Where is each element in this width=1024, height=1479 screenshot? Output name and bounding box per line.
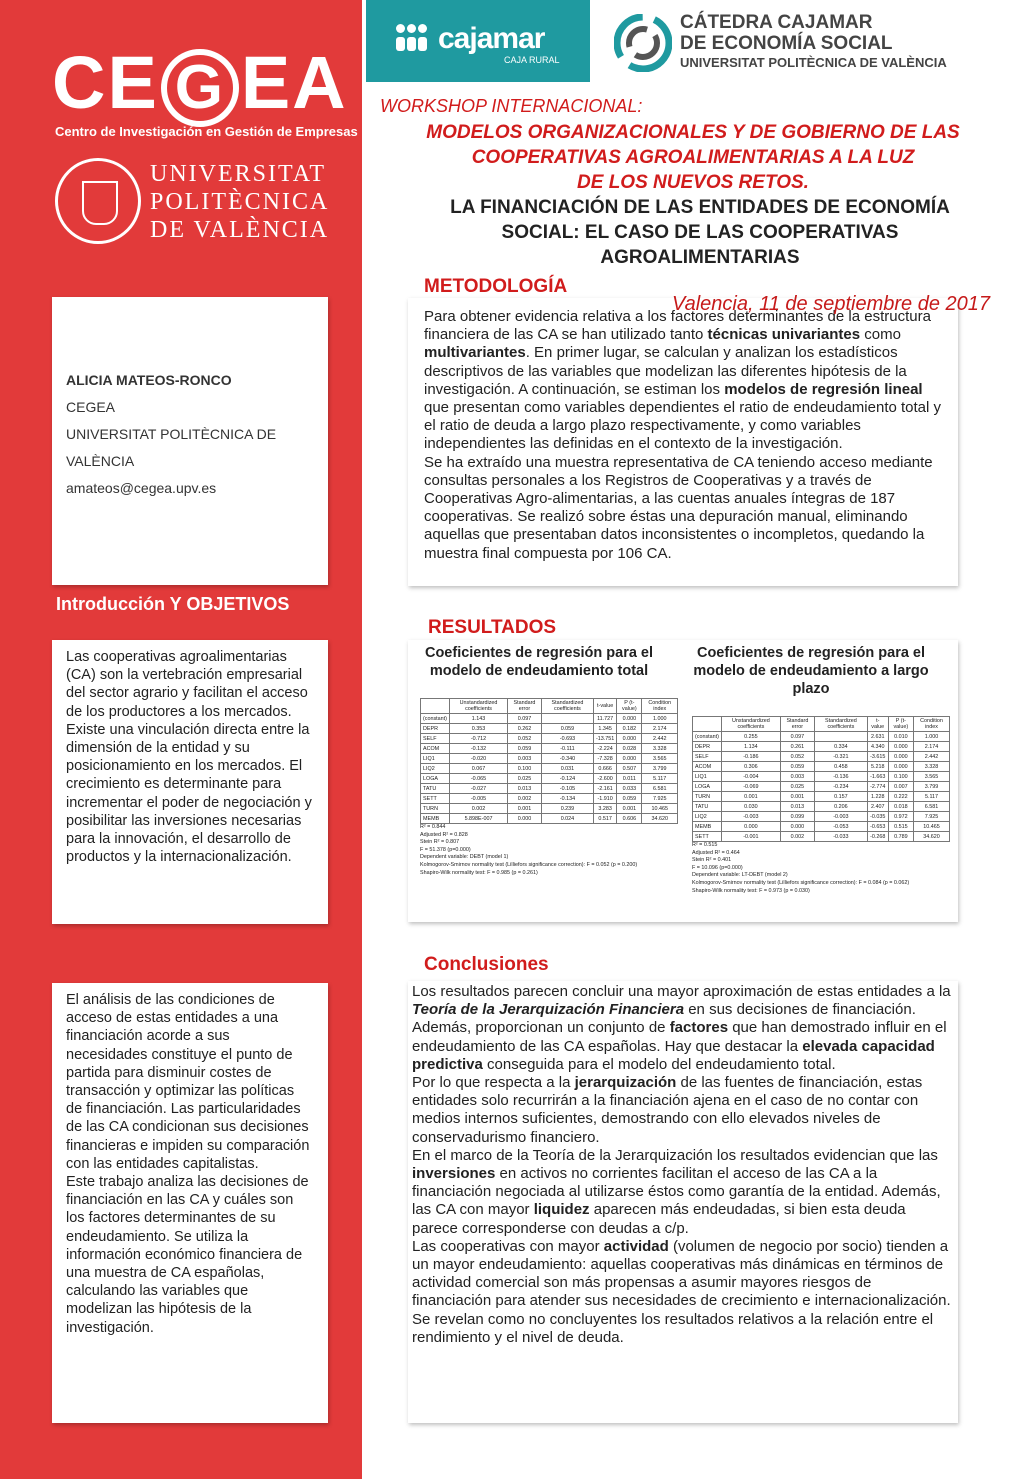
table-1 <box>420 698 678 824</box>
table-cell: 0.000 <box>617 734 642 744</box>
table-note: R² = 0.844 <box>420 824 446 830</box>
cajamar-people-icon <box>396 24 426 54</box>
table-cell: -0.033 <box>814 832 867 842</box>
table-cell: 0.033 <box>617 784 642 794</box>
table-header-cell: Unstandardized coefficients <box>721 717 780 732</box>
table-cell: LIQ2 <box>421 764 450 774</box>
table-cell: -0.003 <box>814 812 867 822</box>
table-cell: 0.353 <box>449 724 507 734</box>
methodology-paragraph-1: Para obtener evidencia relativa a los factores determinantes de la estructura financiera de las CA se han utilizado tanto técnicas univariantes como multivariantes. En primer lugar, se calculan y analizan los estadísticos descriptivos de las variables que modelizan las diferentes hipótesis de la investigación. A continuación, se estiman los modelos de regresión lineal que presentan como variables dependientes el ratio de endeudamiento total y el ratio de deuda a largo plazo respectivamente, y como variables independientes las definidas en el contexto de la investigación. <box>424 308 942 453</box>
table-cell: 0.206 <box>814 802 867 812</box>
table-cell: DEPR <box>421 724 450 734</box>
table-cell: -0.234 <box>814 782 867 792</box>
conclusion-paragraph-3: Por lo que respecta a la jerarquización de las fuentes de financiación, estas entidades solo recurrirán a la financiación ajena en el caso de no contar con medios internos suficientes, demostrando con ello elevados niveles de conservadurismo financiero. <box>412 1074 923 1146</box>
table-cell: -0.268 <box>867 832 888 842</box>
table-note: Shapiro-Wilk normality test: F = 0.973 (p = 0.030) <box>692 887 810 894</box>
table-header-cell: Standardized coefficients <box>541 699 593 714</box>
table-cell: 1.134 <box>721 742 780 752</box>
table-cell: 0.003 <box>780 772 814 782</box>
table-cell: 0.517 <box>593 814 616 824</box>
table-cell: -0.186 <box>721 752 780 762</box>
table-row <box>421 714 678 724</box>
table-cell: 0.000 <box>721 822 780 832</box>
table-cell: 0.261 <box>780 742 814 752</box>
table-cell: 0.025 <box>780 782 814 792</box>
table-row <box>421 794 678 804</box>
paper-title-line-3: AGROALIMENTARIAS <box>600 247 800 268</box>
table-cell: 3.328 <box>914 762 950 772</box>
table-1-title: Coeficientes de regresión para el modelo de endeudamiento total <box>424 645 654 679</box>
table-header-cell: Standard error <box>508 699 542 714</box>
table-row <box>693 822 950 832</box>
table-cell: 11.727 <box>593 714 616 724</box>
table-cell: DEPR <box>693 742 722 752</box>
table-cell: 0.013 <box>508 784 542 794</box>
table-cell: 1.000 <box>914 732 950 742</box>
table-cell: 0.001 <box>508 804 542 814</box>
catedra-line-2: DE ECONOMÍA SOCIAL <box>680 33 893 54</box>
table-cell: -3.615 <box>867 752 888 762</box>
table-cell: 3.283 <box>593 804 616 814</box>
table-cell: SETT <box>693 832 722 842</box>
table-cell: 3.565 <box>642 754 678 764</box>
upv-line-2: POLITÈCNICA <box>150 189 330 215</box>
table-cell: 2.174 <box>642 724 678 734</box>
workshop-title-line-2: COOPERATIVAS AGROALIMENTARIAS A LA LUZ <box>471 147 915 168</box>
table-row <box>693 782 950 792</box>
table-cell: -0.712 <box>449 734 507 744</box>
table-cell: 0.507 <box>617 764 642 774</box>
table-cell: 2.631 <box>867 732 888 742</box>
table-row <box>693 802 950 812</box>
table-row <box>693 762 950 772</box>
table-cell: 0.255 <box>721 732 780 742</box>
conclusions-title: Conclusiones <box>424 954 549 975</box>
table-cell: SELF <box>693 752 722 762</box>
table-cell: 0.030 <box>721 802 780 812</box>
table-cell: -2.161 <box>593 784 616 794</box>
table-cell: 1.000 <box>642 714 678 724</box>
table-cell: -2.774 <box>867 782 888 792</box>
table-cell: 0.059 <box>508 744 542 754</box>
table-note: F = 51.378 (p=0.000) <box>420 846 471 853</box>
table-cell: 0.024 <box>541 814 593 824</box>
conclusion-paragraph-4: En el marco de la Teoría de la Jerarquización los resultados evidencian que las inversiones en activos no corrientes facilitan el acceso de las CA a la financiación negociada al utilizarse éstos como garantía de la entidad. Además, las CA con mayor liquidez aparecen más endeudadas, si bien esta deuda parece corresponderse con deudas a c/p. <box>412 1146 941 1237</box>
table-cell: 2.442 <box>914 752 950 762</box>
table-row <box>693 832 950 842</box>
table-cell: 3.799 <box>914 782 950 792</box>
workshop-title-line-3: DE LOS NUEVOS RETOS. <box>577 172 809 193</box>
table-cell: 10.465 <box>914 822 950 832</box>
table-cell: 5.117 <box>642 774 678 784</box>
table-cell: 0.097 <box>508 714 542 724</box>
table-cell: -0.027 <box>449 784 507 794</box>
author-name: ALICIA MATEOS-RONCO <box>66 372 232 388</box>
table-cell: 2.174 <box>914 742 950 752</box>
table-cell: 34.620 <box>642 814 678 824</box>
intro-text: Las cooperativas agroalimentarias (CA) son la vertebración empresarial del sector agrario y facilitan el acceso de los productores a los mercados. Existe una vinculación directa entre la dimensión de la entidad y su posicionamiento en los mercados. El crecimiento es determinante para incrementar el poder de negociación y posibilitar las inversiones necesarias para la innovación, el desarrollo de productos y la internacionalización. <box>66 649 312 866</box>
intro-title: Introducción Y OBJETIVOS <box>56 594 290 614</box>
table-cell: 0.002 <box>780 832 814 842</box>
cajamar-subtitle: CAJA RURAL <box>504 55 560 65</box>
table-cell: ACOM <box>421 744 450 754</box>
table-row <box>693 752 950 762</box>
table-row <box>421 734 678 744</box>
table-cell: SETT <box>421 794 450 804</box>
table-cell: 0.001 <box>617 804 642 814</box>
table-cell: -2.224 <box>593 744 616 754</box>
methodology-title: METODOLOGÍA <box>424 276 568 297</box>
upv-seal-icon <box>55 158 141 244</box>
table-row <box>421 784 678 794</box>
workshop-label: WORKSHOP INTERNACIONAL: <box>380 96 643 116</box>
analysis-paragraph-2: Este trabajo analiza las decisiones de financiación en las CA y cuáles son los factores determinantes de su endeudamiento. Se utiliza la información económico financiera de una muestra de CA españolas, calculando las variables que modelizan las hipótesis de la investigación. <box>66 1174 309 1336</box>
table-header-cell: Standardized coefficients <box>814 717 867 732</box>
table-row <box>421 764 678 774</box>
table-cell: 7.925 <box>642 794 678 804</box>
cegea-subtitle: Centro de Investigación en Gestión de Empresas <box>55 124 358 139</box>
table-2 <box>692 716 950 842</box>
table-row <box>421 724 678 734</box>
table-cell: 34.620 <box>914 832 950 842</box>
table-cell: 0.222 <box>888 792 913 802</box>
table-cell: 0.001 <box>721 792 780 802</box>
table-cell: 0.262 <box>508 724 542 734</box>
table-cell: 0.059 <box>617 794 642 804</box>
table-cell: 3.565 <box>914 772 950 782</box>
author-org: CEGEA <box>66 399 116 415</box>
table-cell: -0.004 <box>721 772 780 782</box>
table-cell: 0.334 <box>814 742 867 752</box>
table-header-cell: P (t-value) <box>888 717 913 732</box>
table-header-cell <box>421 699 450 714</box>
table-note: Adjusted R² = 0.464 <box>692 849 740 856</box>
intro-card <box>52 640 328 924</box>
table-cell: 0.002 <box>508 794 542 804</box>
table-note: Kolmogorov-Smirnov normality test (Lilliefors significance correction): F = 0.084 (p = 0.062) <box>692 879 910 886</box>
table-cell: 0.306 <box>721 762 780 772</box>
table-note: Shapiro-Wilk normality test: F = 0.985 (p = 0.261) <box>420 869 538 876</box>
table-cell: -0.105 <box>541 784 593 794</box>
table-cell: 0.972 <box>888 812 913 822</box>
analysis-card <box>52 983 328 1423</box>
table-row <box>421 804 678 814</box>
workshop-title <box>362 120 1024 195</box>
table-cell: 4.340 <box>867 742 888 752</box>
venue-date: Valencia, 11 de septiembre de 2017 <box>672 293 990 315</box>
workshop-title-line-1: MODELOS ORGANIZACIONALES Y DE GOBIERNO DE LAS <box>426 122 960 143</box>
table-cell: 0.182 <box>617 724 642 734</box>
table-cell: -1.910 <box>593 794 616 804</box>
table-header-cell: Condition index <box>914 717 950 732</box>
table-cell: 0.239 <box>541 804 593 814</box>
table-cell: 1.143 <box>449 714 507 724</box>
table-note: Adjusted R² = 0.828 <box>420 831 468 838</box>
table-header-cell: Condition index <box>642 699 678 714</box>
table-cell: 0.031 <box>541 764 593 774</box>
table-note: Dependent variable: DEBT (model 1) <box>420 854 509 861</box>
table-cell: 0.515 <box>888 822 913 832</box>
catedra-text <box>680 12 947 72</box>
catedra-logo-icon <box>614 14 672 72</box>
table-cell: -0.136 <box>814 772 867 782</box>
table-cell: 0.100 <box>508 764 542 774</box>
table-header-cell <box>693 717 722 732</box>
conclusion-paragraph-2: Además, proporcionan un conjunto de factores que han demostrado influir en el endeudamiento de las CA españolas. Hay que destacar la elevada capacidad predictiva conseguida para el modelo del endeudamiento total. <box>412 1019 947 1073</box>
table-cell: -1.663 <box>867 772 888 782</box>
paper-title-line-1: LA FINANCIACIÓN DE LAS ENTIDADES DE ECONOMÍA <box>450 197 950 218</box>
table-cell: SELF <box>421 734 450 744</box>
table-cell: 0.001 <box>780 792 814 802</box>
table-cell: TATU <box>421 784 450 794</box>
table-cell: 0.000 <box>888 762 913 772</box>
table-cell: 0.458 <box>814 762 867 772</box>
table-cell: -0.003 <box>721 812 780 822</box>
table-header-cell: P (t-value) <box>617 699 642 714</box>
table-cell: 0.000 <box>617 754 642 764</box>
table-cell: -0.132 <box>449 744 507 754</box>
table-note: Dependent variable: LT-DEBT (model 2) <box>692 872 788 879</box>
table-cell: -0.340 <box>541 754 593 764</box>
table-cell: 0.003 <box>508 754 542 764</box>
table-cell: 2.442 <box>642 734 678 744</box>
table-cell: 0.000 <box>888 742 913 752</box>
table-cell: 10.465 <box>642 804 678 814</box>
table-cell: TURN <box>421 804 450 814</box>
table-cell: 0.100 <box>888 772 913 782</box>
author-university-2: VALÈNCIA <box>66 453 135 469</box>
table-row <box>693 792 950 802</box>
table-cell: -0.053 <box>814 822 867 832</box>
table-cell <box>541 714 593 724</box>
table-cell: -0.005 <box>449 794 507 804</box>
table-row <box>421 814 678 824</box>
table-cell: 0.099 <box>780 812 814 822</box>
regression-table-total <box>408 644 670 877</box>
catedra-line-3: UNIVERSITAT POLITÈCNICA DE VALÈNCIA <box>680 55 947 70</box>
table-header-cell: Unstandardized coefficients <box>449 699 507 714</box>
table-cell: MEMB <box>693 822 722 832</box>
table-cell: -0.111 <box>541 744 593 754</box>
table-row <box>693 812 950 822</box>
table-header-cell: t-value <box>867 717 888 732</box>
table-cell: 0.002 <box>449 804 507 814</box>
conclusions-card <box>408 981 958 1423</box>
table-row <box>693 742 950 752</box>
table-note: F = 10.096 (p=0.000) <box>692 864 743 871</box>
table-cell: LIQ1 <box>693 772 722 782</box>
table-cell: 0.013 <box>780 802 814 812</box>
upv-line-1: UNIVERSITAT <box>150 161 327 187</box>
table-cell: LIQ1 <box>421 754 450 764</box>
table-cell: (constant) <box>421 714 450 724</box>
table-cell: -0.134 <box>541 794 593 804</box>
cajamar-logo <box>366 0 590 82</box>
table-cell: 0.007 <box>888 782 913 792</box>
table-cell: 0.010 <box>888 732 913 742</box>
cajamar-name: cajamar <box>438 22 545 55</box>
table-cell: 5.117 <box>914 792 950 802</box>
results-title: RESULTADOS <box>428 617 557 638</box>
results-card <box>408 640 958 922</box>
table-cell: LIQ2 <box>693 812 722 822</box>
upv-name <box>150 160 329 244</box>
table-cell: TATU <box>693 802 722 812</box>
table-cell: 3.799 <box>642 764 678 774</box>
table-row <box>693 772 950 782</box>
table-cell: MEMB <box>421 814 450 824</box>
author-email[interactable]: amateos@cegea.upv.es <box>66 480 217 496</box>
author-university: UNIVERSITAT POLITÈCNICA DE <box>66 426 277 442</box>
table-cell: -0.035 <box>867 812 888 822</box>
table-cell: 0.028 <box>617 744 642 754</box>
table-cell: 3.328 <box>642 744 678 754</box>
table-cell: 0.000 <box>888 752 913 762</box>
table-cell: -7.328 <box>593 754 616 764</box>
table-note: R² = 0.515 <box>692 842 718 848</box>
table-cell: -0.065 <box>449 774 507 784</box>
table-row <box>421 754 678 764</box>
table-cell: -13.751 <box>593 734 616 744</box>
table-header-cell: t-value <box>593 699 616 714</box>
table-cell: 2.407 <box>867 802 888 812</box>
table-cell: 6.581 <box>914 802 950 812</box>
table-cell: 0.157 <box>814 792 867 802</box>
paper-title <box>390 195 1010 270</box>
table-cell: 0.059 <box>780 762 814 772</box>
table-cell: 0.000 <box>617 714 642 724</box>
table-cell: (constant) <box>693 732 722 742</box>
conclusion-paragraph-5: Las cooperativas con mayor actividad (volumen de negocio por socio) tienden a un mayor endeudamiento: aquellas cooperativas más dinámicas en términos de actividad comercial son más propensas a asumir mayores riesgos de financiación para atender sus necesidades de crecimiento e internacionalización. <box>412 1237 951 1310</box>
left-sidebar <box>0 0 362 1479</box>
table-note: Stein R² = 0.401 <box>692 857 732 864</box>
table-cell: -0.693 <box>541 734 593 744</box>
table-row <box>421 774 678 784</box>
table-note: Stein R² = 0.807 <box>420 839 460 846</box>
analysis-paragraph-1: El análisis de las condiciones de acceso de estas entidades a una financiación acorde a sus necesidades constituye el punto de partida para disminuir costes de transacción y optimizar las políticas de financiación. Las particularidades de las CA condicionan sus decisiones financieras e impiden su comparación con las entidades capitalistas. <box>66 992 310 1172</box>
author-card <box>52 297 328 585</box>
table-cell: -0.321 <box>814 752 867 762</box>
table-2-title: Coeficientes de regresión para el modelo de endeudamiento a largo plazo <box>693 645 929 697</box>
table-cell: -0.124 <box>541 774 593 784</box>
regression-table-long-term <box>680 644 942 895</box>
table-cell: -0.020 <box>449 754 507 764</box>
table-cell: 0.097 <box>780 732 814 742</box>
conclusion-paragraph-1: Los resultados parecen concluir una mayor aproximación de estas entidades a la Teoría de la Jerarquización Financiera en sus decisiones de financiación. <box>412 983 951 1019</box>
table-cell: LOGA <box>693 782 722 792</box>
table-cell: 0.011 <box>617 774 642 784</box>
table-cell: -0.653 <box>867 822 888 832</box>
table-cell: 0.000 <box>508 814 542 824</box>
table-cell: 0.059 <box>541 724 593 734</box>
methodology-card <box>408 298 958 586</box>
methodology-paragraph-2: Se ha extraído una muestra representativa de CA teniendo acceso mediante consultas personales a los Registros de Cooperativas y a través de Cooperativas Agro-alimentarias, a las cuentas anuales íntegras de 187 cooperativas. Se realizó sobre éstas una depuración manual, eliminando aquellas que presentaban datos inconsistentes o incompletos, quedando la muestra final compuesta por 106 CA. <box>424 453 933 562</box>
table-cell <box>814 732 867 742</box>
table-2-notes <box>692 842 942 895</box>
table-note: Kolmogorov-Smirnov normality test (Lilliefors significance correction): F = 0.052 (p = 0.200) <box>420 861 638 868</box>
table-cell: -0.001 <box>721 832 780 842</box>
table-cell: 5.218 <box>867 762 888 772</box>
table-cell: 1.345 <box>593 724 616 734</box>
cegea-logo: CE G EA <box>52 40 348 127</box>
table-cell: LOGA <box>421 774 450 784</box>
table-cell: 1.228 <box>867 792 888 802</box>
table-cell: 0.018 <box>888 802 913 812</box>
table-row <box>693 732 950 742</box>
table-cell: 0.000 <box>780 822 814 832</box>
upv-line-3: DE VALÈNCIA <box>150 217 330 243</box>
table-row <box>421 744 678 754</box>
table-header-cell: Standard error <box>780 717 814 732</box>
table-cell: 6.581 <box>642 784 678 794</box>
table-cell: ACOM <box>693 762 722 772</box>
table-cell: 0.666 <box>593 764 616 774</box>
table-cell: 0.606 <box>617 814 642 824</box>
table-cell: 0.067 <box>449 764 507 774</box>
table-cell: TURN <box>693 792 722 802</box>
table-cell: -0.069 <box>721 782 780 792</box>
table-cell: 7.925 <box>914 812 950 822</box>
table-1-notes <box>420 824 670 877</box>
table-cell: 0.789 <box>888 832 913 842</box>
table-cell: 0.052 <box>780 752 814 762</box>
paper-title-line-2: SOCIAL: EL CASO DE LAS COOPERATIVAS <box>501 222 899 243</box>
table-cell: -2.600 <box>593 774 616 784</box>
table-cell: 5.898E-007 <box>449 814 507 824</box>
conclusion-paragraph-6: Se revelan como no concluyentes los resultados relativos a la relación entre el rendimiento y el nivel de deuda. <box>412 1310 934 1346</box>
catedra-line-1: CÁTEDRA CAJAMAR <box>680 12 873 33</box>
table-cell: 0.052 <box>508 734 542 744</box>
table-cell: 0.025 <box>508 774 542 784</box>
